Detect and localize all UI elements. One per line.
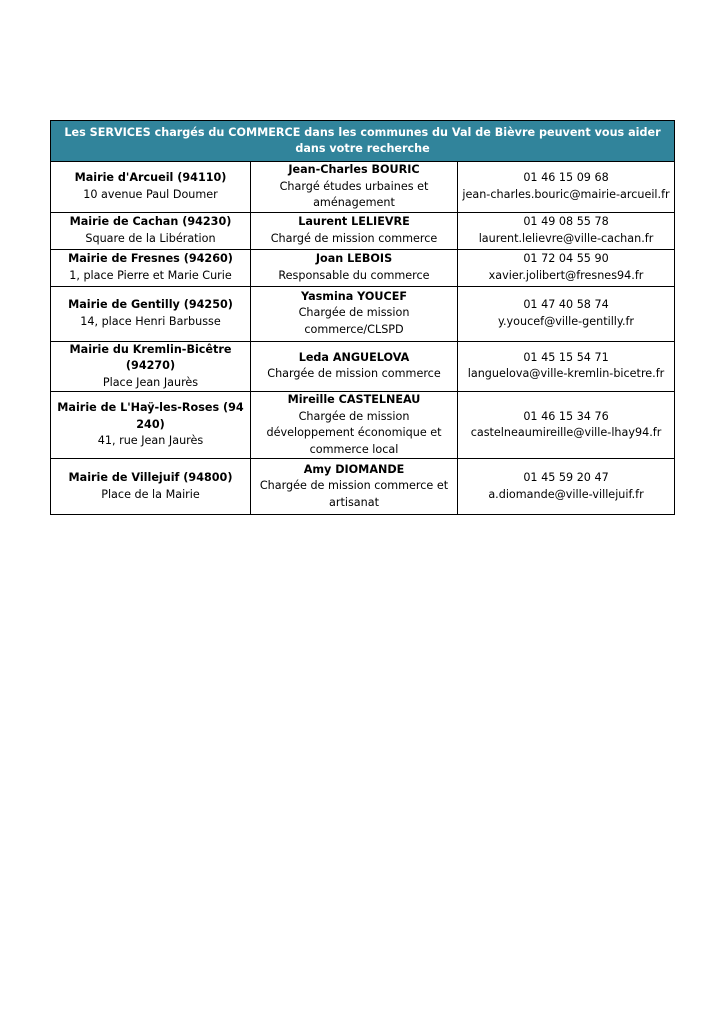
contact-cell [251,286,458,341]
mairie-name: Mairie d'Arcueil (94110) [74,171,227,185]
table-row [51,212,675,249]
contact-role: Chargée de mission commerce et artisanat [259,479,449,509]
mairie-address: 1, place Pierre et Marie Curie [69,268,232,282]
mairie-name: Mairie de L'Haÿ-les-Roses (94 240) [57,401,244,431]
mairie-name: Mairie du Kremlin-Bicêtre (94270) [69,342,232,372]
contact-email: y.youcef@ville-gentilly.fr [497,314,635,328]
table-header-row [51,121,675,162]
contact-cell [251,459,458,515]
contact-name: Jean-Charles BOURIC [288,163,420,176]
mairie-address: Place Jean Jaurès [102,375,199,389]
contact-email: laurent.lelievre@ville-cachan.fr [478,231,654,245]
contact-name: Mireille CASTELNEAU [287,393,421,406]
mairie-name: Mairie de Fresnes (94260) [68,252,233,265]
coordinates-cell [458,392,675,459]
contact-cell [251,162,458,213]
table-row [51,341,675,392]
table-row [51,162,675,213]
mairie-cell [51,249,251,286]
contact-email: castelneaumireille@ville-lhay94.fr [470,426,662,439]
contact-phone: 01 49 08 55 78 [523,215,609,228]
contact-phone: 01 45 59 20 47 [523,471,609,484]
contact-name: Joan LEBOIS [315,252,393,265]
mairie-name: Mairie de Villejuif (94800) [68,471,233,484]
contact-role: Chargée de mission commerce/CLSPD [298,306,410,336]
mairie-address: 41, rue Jean Jaurès [97,434,204,448]
coordinates-cell [458,162,675,213]
mairie-name: Mairie de Gentilly (94250) [68,298,233,311]
mairie-cell [51,341,251,392]
mairie-address: Place de la Mairie [101,487,200,501]
contact-role: Chargé études urbaines et aménagement [279,179,429,209]
contact-cell [251,212,458,249]
contact-phone: 01 45 15 54 71 [523,350,609,364]
coordinates-cell [458,286,675,341]
contact-name: Laurent LELIEVRE [298,215,410,228]
contact-cell [251,249,458,286]
contact-phone: 01 46 15 09 68 [523,171,609,185]
services-table [50,120,675,515]
contact-name: Leda ANGUELOVA [298,350,410,364]
mairie-name: Mairie de Cachan (94230) [69,215,232,228]
contact-email: xavier.jolibert@fresnes94.fr [488,268,644,282]
table-title: Les SERVICES chargés du COMMERCE dans les communes du Val de Bièvre peuvent vous aider dans votre recherche [51,121,675,162]
contact-email: a.diomande@ville-villejuif.fr [488,487,644,501]
table-body [51,162,675,515]
mairie-address: 10 avenue Paul Doumer [83,187,218,201]
coordinates-cell [458,459,675,515]
contact-cell [251,341,458,392]
mairie-cell [51,212,251,249]
table-row [51,459,675,515]
mairie-address: 14, place Henri Barbusse [80,314,221,328]
contact-cell [251,392,458,459]
table-row [51,249,675,286]
coordinates-cell [458,212,675,249]
contact-phone: 01 47 40 58 74 [523,298,609,311]
contact-email: jean-charles.bouric@mairie-arcueil.fr [462,187,670,201]
contact-role: Chargée de mission commerce [267,367,441,381]
coordinates-cell [458,341,675,392]
document-sheet [50,120,674,515]
contact-phone: 01 72 04 55 90 [523,252,609,265]
mairie-cell [51,459,251,515]
mairie-cell [51,162,251,213]
contact-name: Yasmina YOUCEF [301,289,407,303]
mairie-cell [51,286,251,341]
contact-name: Amy DIOMANDE [303,462,405,476]
table-row [51,286,675,341]
contact-role: Chargée de mission développement économique et commerce local [266,409,442,456]
contact-role: Responsable du commerce [278,268,430,282]
contact-role: Chargé de mission commerce [270,231,438,245]
contact-phone: 01 46 15 34 76 [523,409,609,423]
contact-email: languelova@ville-kremlin-bicetre.fr [467,367,665,381]
table-row [51,392,675,459]
mairie-cell [51,392,251,459]
mairie-address: Square de la Libération [85,231,216,245]
coordinates-cell [458,249,675,286]
